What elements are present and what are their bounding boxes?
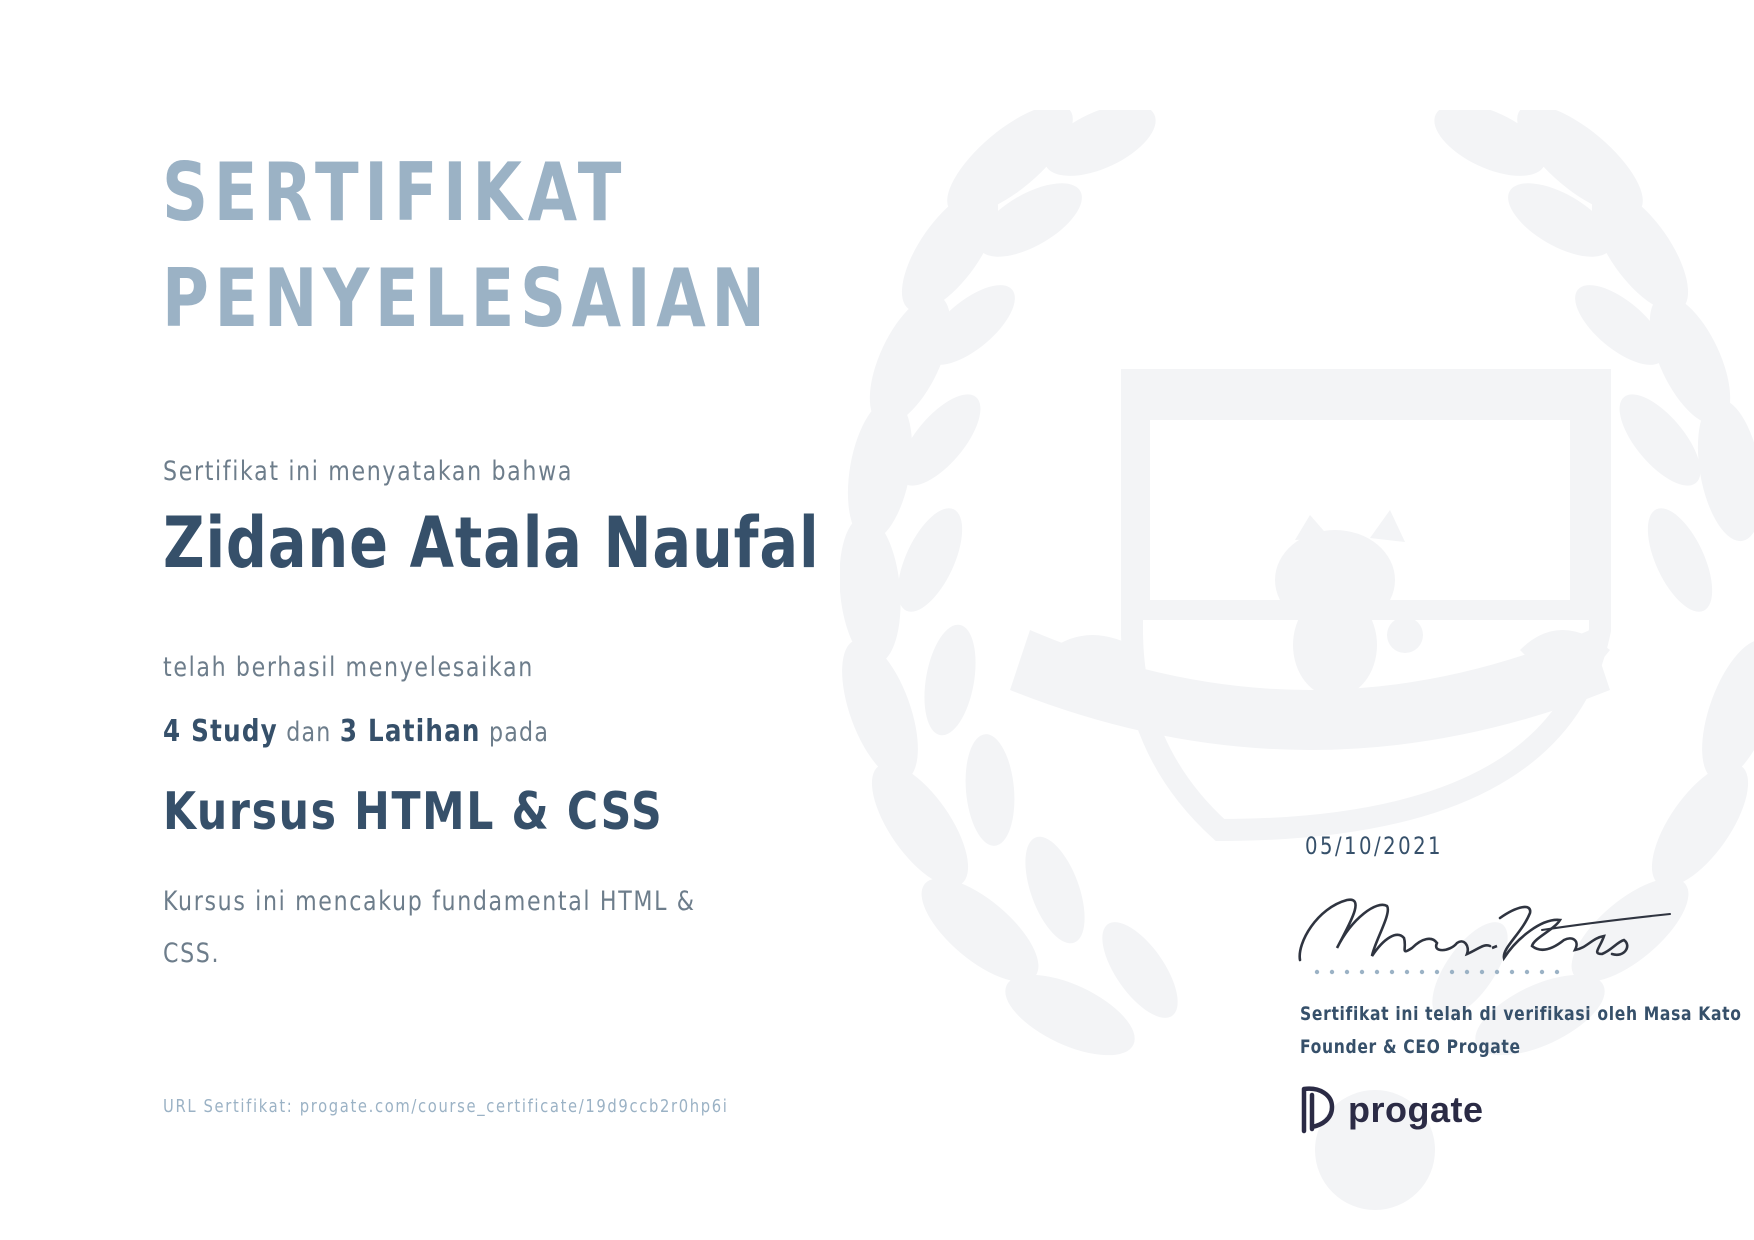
certificate-url <box>163 1096 729 1117</box>
signer-title: Founder & CEO Progate <box>1300 1036 1521 1058</box>
suffix-word: pada <box>488 717 550 748</box>
exercise-count: 3 Latihan <box>339 714 481 749</box>
completion-counts <box>163 714 549 749</box>
signature-dotted-line <box>1315 970 1559 974</box>
course-name: Kursus HTML & CSS <box>163 782 664 842</box>
recipient-name: Zidane Atala Naufal <box>163 502 820 584</box>
signature <box>1292 888 1672 978</box>
intro-text: Sertifikat ini menyatakan bahwa <box>163 456 574 487</box>
progate-logo-icon <box>1300 1085 1336 1135</box>
url-label: URL Sertifikat: <box>163 1096 294 1117</box>
crest-shield <box>1010 378 1610 830</box>
study-count: 4 Study <box>163 714 278 749</box>
progate-logo-text: progate <box>1348 1089 1484 1130</box>
connector-word: dan <box>286 717 332 748</box>
issue-date: 05/10/2021 <box>1305 832 1444 860</box>
title-line-1: SERTIFIKAT <box>162 146 628 239</box>
url-value: progate.com/course_certificate/19d9ccb2r0hp6i <box>299 1096 729 1117</box>
progate-logo <box>1300 1085 1484 1135</box>
completed-label: telah berhasil menyelesaikan <box>163 652 534 683</box>
title-line-2: PENYELESAIAN <box>162 252 771 345</box>
verification-text <box>1300 998 1742 1064</box>
course-description: Kursus ini mencakup fundamental HTML & CSS. <box>163 886 696 969</box>
verified-line: Sertifikat ini telah di verifikasi oleh Masa Kato <box>1300 1003 1742 1025</box>
certificate-title <box>162 140 770 352</box>
